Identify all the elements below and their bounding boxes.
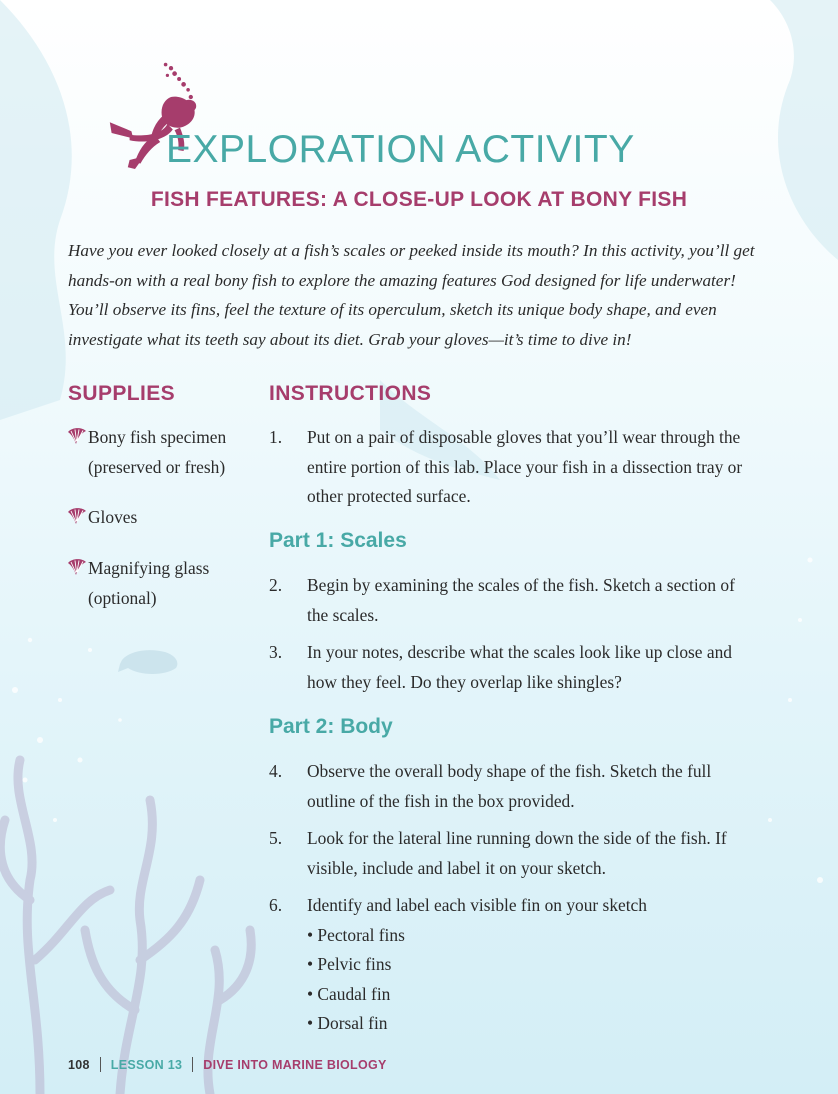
step-number: 3. bbox=[269, 642, 283, 662]
instruction-step bbox=[269, 824, 759, 883]
instruction-step bbox=[269, 571, 759, 630]
supply-item bbox=[66, 503, 246, 533]
activity-subtitle: FISH FEATURES: A CLOSE-UP LOOK AT BONY FISH bbox=[150, 188, 688, 211]
lesson-label: LESSON 13 bbox=[110, 1057, 183, 1072]
instruction-step bbox=[269, 638, 759, 697]
shell-bullet-icon bbox=[66, 426, 88, 448]
supply-label: Magnifying glass (optional) bbox=[88, 558, 210, 608]
step-text: Put on a pair of disposable gloves that you’ll wear through the entire portion of this lab. Place your fish in a dissection tray or other protected surface. bbox=[307, 427, 743, 506]
footer-divider bbox=[100, 1057, 101, 1072]
shell-bullet-icon bbox=[66, 506, 88, 528]
book-title: DIVE INTO MARINE BIOLOGY bbox=[203, 1057, 387, 1072]
supply-label: Gloves bbox=[88, 507, 138, 527]
footer-divider bbox=[192, 1057, 193, 1072]
step-text: Look for the lateral line running down the side of the fish. If visible, include and label it on your sketch. bbox=[307, 828, 727, 878]
supply-item bbox=[66, 423, 246, 482]
step-text: Observe the overall body shape of the fish. Sketch the full outline of the fish in the box provided. bbox=[307, 761, 712, 811]
page-footer bbox=[68, 1057, 387, 1072]
page-title: EXPLORATION ACTIVITY bbox=[166, 128, 635, 171]
fin-list-item: • Pelvic fins bbox=[307, 954, 392, 974]
instructions-heading: INSTRUCTIONS bbox=[269, 382, 432, 405]
fin-list-item: • Caudal fin bbox=[307, 983, 391, 1004]
shell-bullet-icon bbox=[66, 557, 88, 579]
step-text: Begin by examining the scales of the fish. Sketch a section of the scales. bbox=[307, 575, 735, 625]
supplies-heading: SUPPLIES bbox=[68, 382, 176, 405]
instruction-step bbox=[269, 891, 759, 1039]
fin-list-item: • Pectoral fins bbox=[307, 924, 405, 945]
instruction-step bbox=[269, 757, 759, 816]
supply-label: Bony fish specimen (preserved or fresh) bbox=[88, 427, 227, 477]
step-number: 5. bbox=[269, 828, 283, 848]
fin-list-item: • Dorsal fin bbox=[307, 1013, 388, 1033]
step-text bbox=[307, 891, 759, 1039]
supply-item bbox=[66, 554, 246, 613]
step-text-main: Identify and label each visible fin on your sketch bbox=[307, 895, 647, 915]
part-heading: Part 1: Scales bbox=[269, 529, 407, 552]
step-number: 6. bbox=[269, 895, 283, 915]
part-heading: Part 2: Body bbox=[269, 715, 393, 738]
intro-paragraph: Have you ever looked closely at a fish’s scales or peeked inside its mouth? In this activity, you’ll get hands-on with a real bony fish to explore the amazing features God designed for life underwater! You’ll observe its fins, feel the texture of its operculum, sketch its unique body shape, and even investigate what its teeth say about its diet. Grab your gloves—it’s time to dive in! bbox=[68, 241, 755, 349]
step-number: 4. bbox=[269, 761, 283, 781]
instruction-step bbox=[269, 423, 759, 512]
step-number: 2. bbox=[269, 575, 283, 595]
step-text: In your notes, describe what the scales look like up close and how they feel. Do they overlap like shingles? bbox=[307, 642, 732, 692]
step-number: 1. bbox=[269, 427, 283, 447]
page-number: 108 bbox=[68, 1057, 90, 1072]
